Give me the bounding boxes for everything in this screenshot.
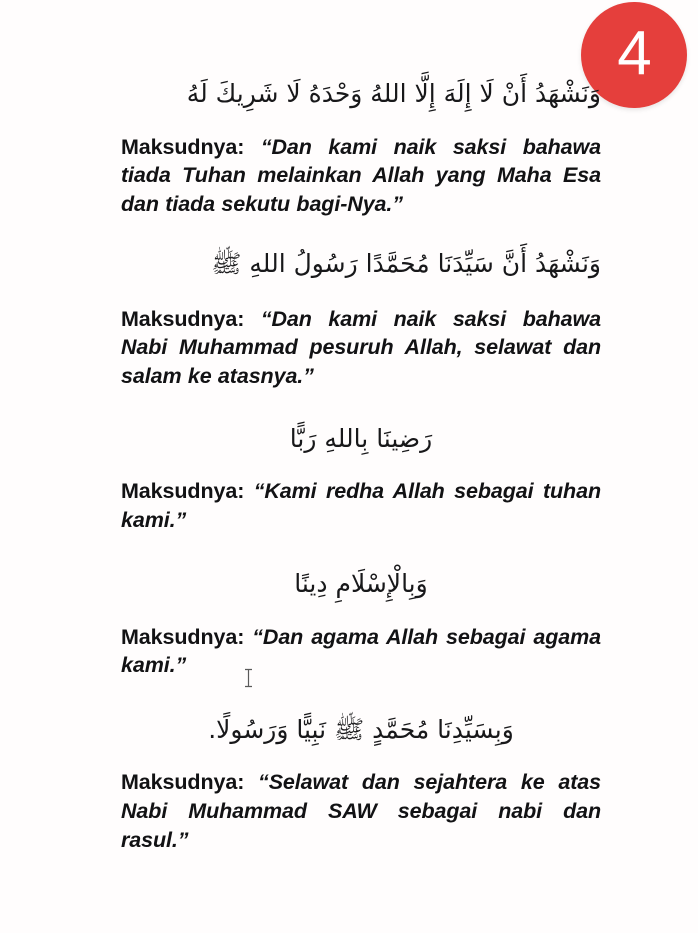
translation-label-4: Maksudnya [121, 624, 238, 649]
translation-separator-2: : [237, 306, 261, 331]
translation-block-5 [121, 768, 601, 854]
translation-label-5: Maksudnya [121, 770, 238, 795]
translation-separator-4: : [237, 624, 253, 649]
arabic-verse-2: وَنَشْهَدُ أَنَّ سَيِّدَنَا مُحَمَّدًا رَسُولُ اللهِ ﷺ [211, 249, 601, 279]
translation-text-5: “Selawat dan sejahtera ke atas Nabi Muhammad SAW sebagai nabi dan rasul.” [121, 770, 601, 852]
arabic-verse-3: رَضِينَا بِاللهِ رَبًّا [289, 423, 433, 453]
translation-text-3: “Kami redha Allah sebagai tuhan kami.” [121, 479, 601, 532]
translation-text-4: “Dan agama Allah sebagai agama kami.” [121, 624, 602, 678]
document-content [121, 0, 601, 854]
translation-text-2: “Dan kami naik saksi bahawa Nabi Muhammad pesuruh Allah, selawat dan salam ke atasnya.” [121, 306, 601, 388]
translation-separator-5: : [237, 770, 259, 795]
translation-block-1 [121, 133, 601, 219]
translation-text-1: “Dan kami naik saksi bahawa tiada Tuhan melainkan Allah yang Maha Esa dan tiada sekutu bagi-Nya.” [121, 134, 601, 216]
translation-block-3 [121, 477, 601, 534]
translation-label-3: Maksudnya [121, 479, 238, 504]
translation-block-2 [121, 305, 601, 391]
arabic-verse-5: وَبِسَيِّدِنَا مُحَمَّدٍ ﷺ نَبِيًّا وَرَسُولًا. [208, 714, 514, 744]
translation-label-1: Maksudnya [121, 134, 238, 159]
translation-label-2: Maksudnya [121, 306, 238, 331]
page-number-label: 4 [617, 19, 651, 88]
arabic-verse-4: وَبِالْإِسْلَامِ دِينًا [294, 569, 428, 599]
translation-separator-3: : [237, 479, 254, 504]
arabic-verse-1: وَنَشْهَدُ أَنْ لَا إِلَهَ إِلَّا اللهُ وَحْدَهُ لَا شَرِيكَ لَهُ [186, 79, 601, 108]
translation-separator-1: : [237, 134, 261, 159]
translation-block-4 [121, 623, 601, 680]
